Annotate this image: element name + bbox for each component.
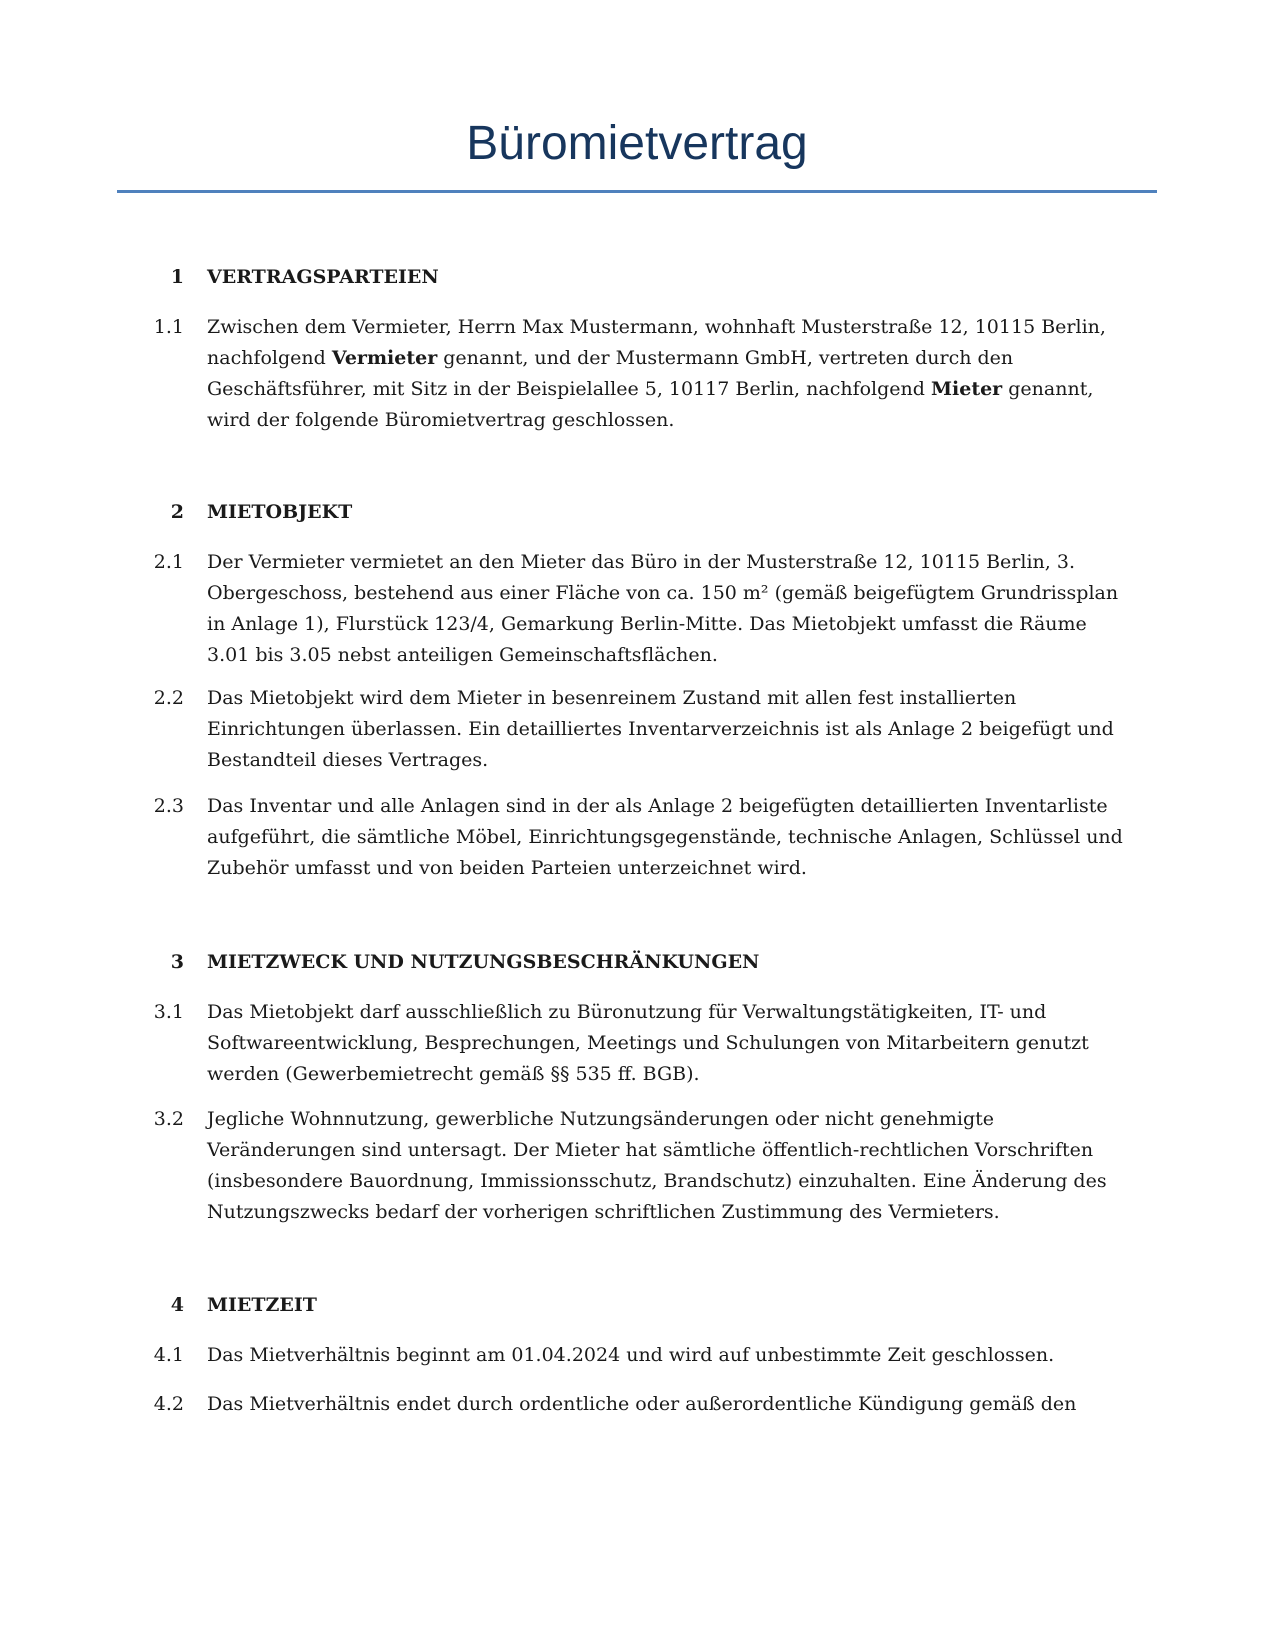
title-underline [117,190,1157,193]
text-run: Das Mietobjekt darf ausschließlich zu Büronutzung für Verwaltungstätigkeiten, IT- und [207,1001,1047,1023]
text-line [207,1340,1122,1371]
text-run: Das Mietverhältnis beginnt am 01.04.2024 und wird auf unbestimmte Zeit geschlossen. [207,1344,1055,1366]
text-run: Bestandteil dieses Vertrages. [207,749,489,771]
text-line [207,1104,1122,1135]
text-run: Das Inventar und alle Anlagen sind in der als Anlage 2 beigefügten detaillierten Inventarliste [207,795,1108,817]
text-line [207,578,1122,609]
text-run: (insbesondere Bauordnung, Immissionsschutz, Brandschutz) einzuhalten. Eine Änderung des [207,1170,1107,1192]
defined-term: Vermieter [331,347,438,369]
text-run: Geschäftsführer, mit Sitz in der Beispielallee 5, 10117 Berlin, nachfolgend [207,378,931,400]
text-run: genannt, und der Mustermann GmbH, vertreten durch den [437,347,1014,369]
section-number: 3 [170,951,184,973]
text-run: Das Mietobjekt wird dem Mieter in besenreinem Zustand mit allen fest installierten [207,687,1017,709]
text-run: in Anlage 1), Flurstück 123/4, Gemarkung Berlin-Mitte. Das Mietobjekt umfasst die Räume [207,613,1087,635]
clause-text [207,683,1122,776]
clause-text [207,312,1122,436]
text-line [207,1197,1122,1228]
section-number: 2 [170,501,184,523]
clause-text [207,1389,1122,1420]
clause-text [207,1340,1122,1371]
section-number: 1 [170,266,184,288]
text-line [207,343,1122,374]
clause-text [207,791,1122,884]
text-run: nachfolgend [207,347,332,369]
text-line [207,405,1122,436]
text-run: Nutzungszwecks bedarf der vorherigen schriftlichen Zustimmung des Vermieters. [207,1201,1000,1223]
clause-text [207,547,1122,671]
text-line [207,745,1122,776]
section-title: VERTRAGSPARTEIEN [207,266,439,288]
document-title: Büromietvertrag [466,117,808,170]
clause-number: 3.2 [153,1108,184,1130]
text-run: Jegliche Wohnnutzung, gewerbliche Nutzungsänderungen oder nicht genehmigte [207,1108,994,1130]
text-run: aufgeführt, die sämtliche Möbel, Einrichtungsgegenstände, technische Anlagen, Schlüssel und [207,826,1123,848]
text-run: 3.01 bis 3.05 nebst anteiligen Gemeinschaftsflächen. [207,644,718,666]
section-number: 4 [170,1294,184,1316]
text-run: wird der folgende Büromietvertrag geschlossen. [207,409,675,431]
text-run: Obergeschoss, bestehend aus einer Fläche von ca. 150 m² (gemäß beigefügtem Grundrissplan [207,582,1119,604]
text-line [207,997,1122,1028]
text-line [207,1389,1122,1420]
clause-number: 1.1 [153,316,184,338]
text-line [207,1028,1122,1059]
text-line [207,374,1122,405]
text-line [207,547,1122,578]
text-run: Der Vermieter vermietet an den Mieter das Büro in der Musterstraße 12, 10115 Berlin, 3. [207,551,1075,573]
text-run: Veränderungen sind untersagt. Der Mieter hat sämtliche öffentlich-rechtlichen Vorschriften [207,1139,1094,1161]
text-run: werden (Gewerbemietrecht gemäß §§ 535 ff. BGB). [207,1063,700,1085]
clause-number: 2.2 [153,687,184,709]
clause-text [207,997,1122,1090]
clause-number: 4.2 [153,1393,184,1415]
section-title: MIETOBJEKT [207,501,353,523]
text-line [207,683,1122,714]
clause-number: 4.1 [153,1344,184,1366]
text-line [207,1059,1122,1090]
text-line [207,640,1122,671]
text-line [207,822,1122,853]
text-line [207,1166,1122,1197]
clause-number: 3.1 [153,1001,184,1023]
defined-term: Mieter [930,378,1003,400]
text-run: Softwareentwicklung, Besprechungen, Meetings und Schulungen von Mitarbeitern genutzt [207,1032,1089,1054]
text-line [207,1135,1122,1166]
clause-text [207,1104,1122,1228]
section-title: MIETZWECK UND NUTZUNGSBESCHRÄNKUNGEN [207,951,760,973]
text-run: Einrichtungen überlassen. Ein detailliertes Inventarverzeichnis ist als Anlage 2 beigefügt und [207,718,1114,740]
text-line [207,312,1122,343]
text-run: genannt, [1002,378,1094,400]
section-title: MIETZEIT [207,1294,317,1316]
clause-number: 2.3 [153,795,184,817]
text-line [207,853,1122,884]
clause-number: 2.1 [153,551,184,573]
text-run: Das Mietverhältnis endet durch ordentliche oder außerordentliche Kündigung gemäß den [207,1393,1077,1415]
text-run: Zwischen dem Vermieter, Herrn Max Mustermann, wohnhaft Musterstraße 12, 10115 Berlin, [207,316,1106,338]
text-line [207,714,1122,745]
text-run: Zubehör umfasst und von beiden Parteien unterzeichnet wird. [207,857,807,879]
text-line [207,791,1122,822]
text-line [207,609,1122,640]
